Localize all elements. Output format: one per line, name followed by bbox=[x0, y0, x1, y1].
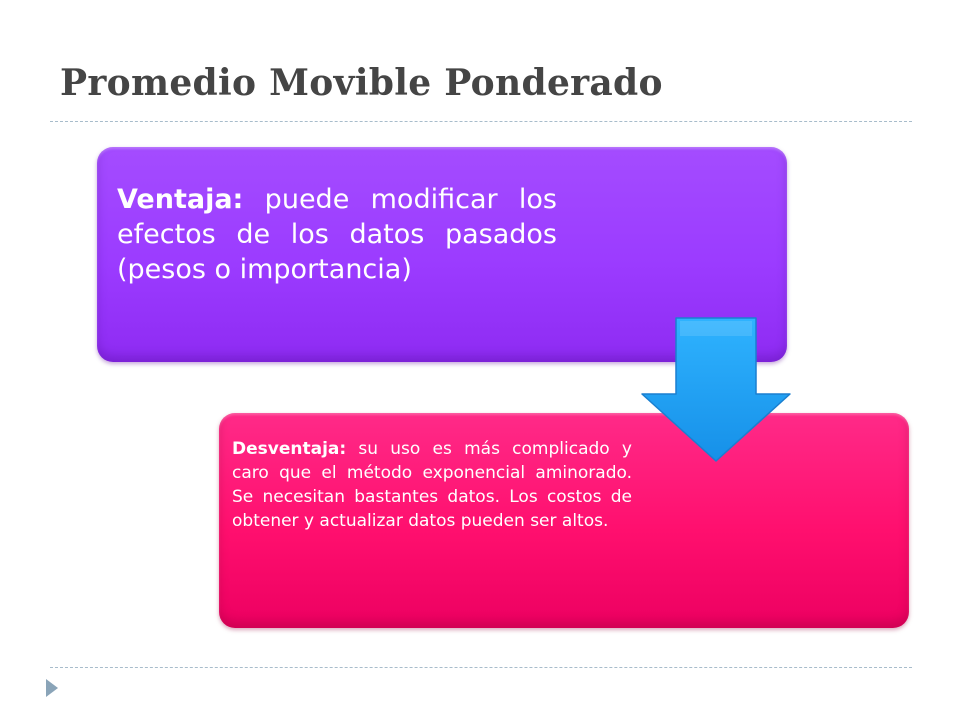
ventaja-text bbox=[117, 182, 557, 287]
desventaja-text bbox=[232, 437, 632, 533]
desventaja-description: su uso es más complicado y caro que el método exponencial aminorado. Se necesitan bastantes datos. Los costos de obtener y actualizar datos pueden ser altos. bbox=[232, 439, 632, 531]
footer-divider bbox=[50, 667, 912, 668]
ventaja-description: puede modificar los efectos de los datos pasados (pesos o importancia) bbox=[117, 184, 557, 285]
page-title: Promedio Movible Ponderado bbox=[60, 62, 663, 104]
ventaja-label: Ventaja: bbox=[117, 184, 244, 215]
down-arrow-icon bbox=[640, 316, 792, 464]
title-divider bbox=[50, 121, 912, 122]
triangle-bullet-icon bbox=[46, 679, 58, 697]
desventaja-label: Desventaja: bbox=[232, 439, 347, 459]
